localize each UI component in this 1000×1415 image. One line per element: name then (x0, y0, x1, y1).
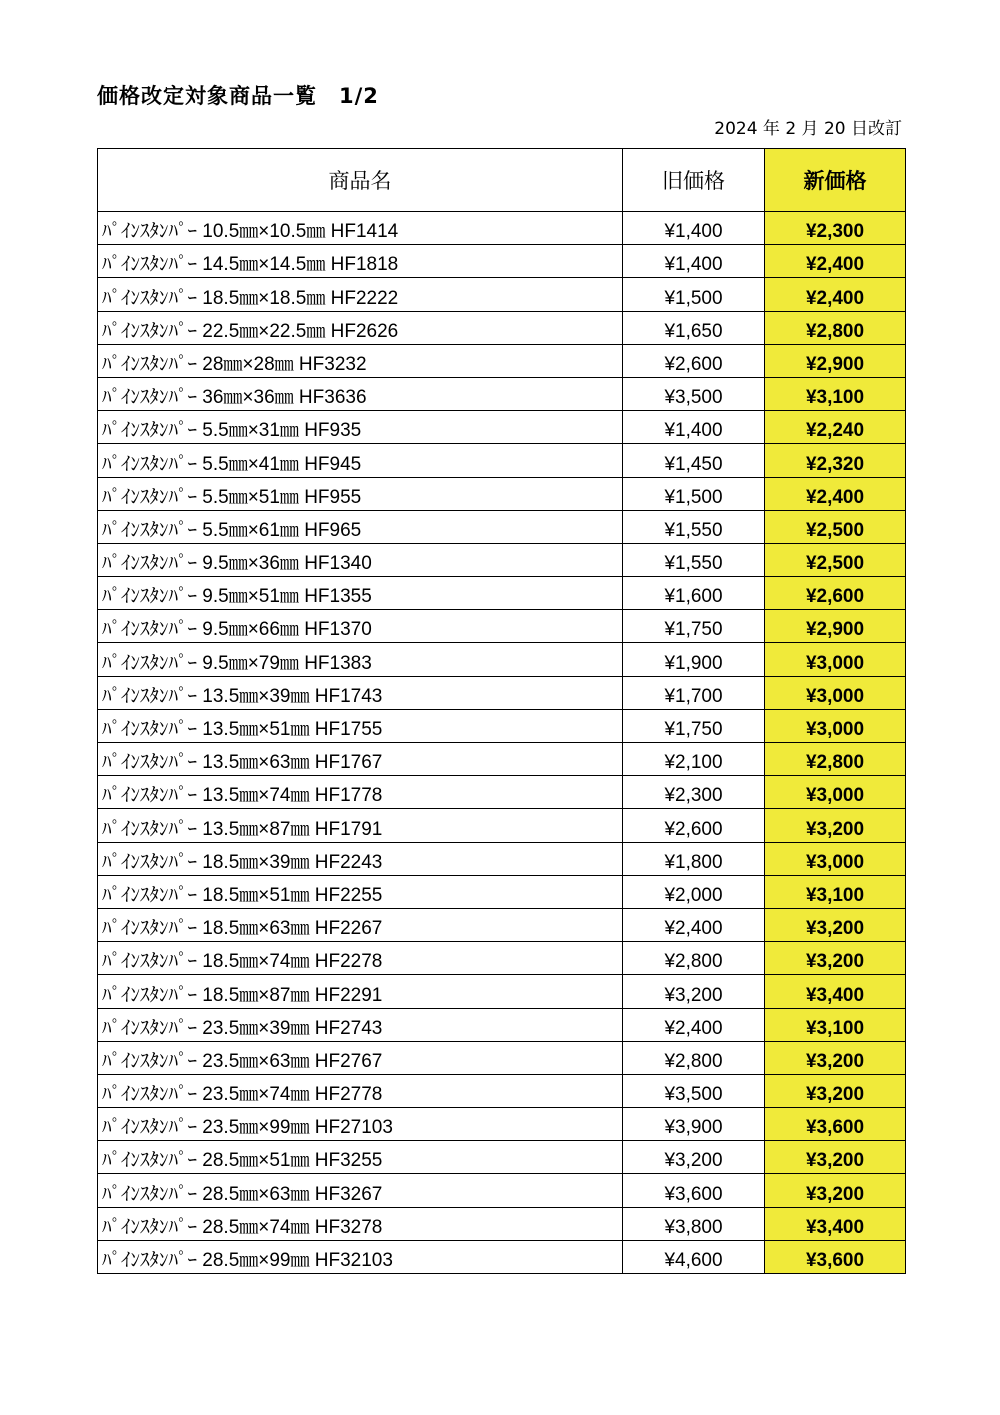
product-name-cell: ﾊﾟｲﾝｽﾀﾝﾊﾟｰ 28.5㎜×74㎜ HF3278 (98, 1207, 623, 1240)
table-row (98, 1141, 906, 1174)
table-row (98, 842, 906, 875)
product-name-cell: ﾊﾟｲﾝｽﾀﾝﾊﾟｰ 22.5㎜×22.5㎜ HF2626 (98, 311, 623, 344)
product-name-cell: ﾊﾟｲﾝｽﾀﾝﾊﾟｰ 13.5㎜×39㎜ HF1743 (98, 676, 623, 709)
old-price-cell: ¥1,400 (623, 245, 765, 278)
table-row (98, 377, 906, 410)
new-price-cell: ¥3,100 (765, 1008, 906, 1041)
product-name-cell: ﾊﾟｲﾝｽﾀﾝﾊﾟｰ 18.5㎜×51㎜ HF2255 (98, 875, 623, 908)
new-price-cell: ¥3,200 (765, 1141, 906, 1174)
product-name-cell: ﾊﾟｲﾝｽﾀﾝﾊﾟｰ 9.5㎜×66㎜ HF1370 (98, 610, 623, 643)
old-price-cell: ¥1,500 (623, 278, 765, 311)
table-row (98, 510, 906, 543)
old-price-cell: ¥4,600 (623, 1240, 765, 1273)
old-price-cell: ¥3,800 (623, 1207, 765, 1240)
old-price-cell: ¥1,400 (623, 212, 765, 245)
old-price-cell: ¥1,550 (623, 543, 765, 576)
product-name-cell: ﾊﾟｲﾝｽﾀﾝﾊﾟｰ 23.5㎜×99㎜ HF27103 (98, 1108, 623, 1141)
table-row (98, 477, 906, 510)
old-price-cell: ¥1,400 (623, 411, 765, 444)
old-price-cell: ¥2,100 (623, 743, 765, 776)
old-price-cell: ¥1,750 (623, 610, 765, 643)
old-price-cell: ¥1,800 (623, 842, 765, 875)
old-price-cell: ¥3,500 (623, 377, 765, 410)
old-price-cell: ¥3,200 (623, 1141, 765, 1174)
new-price-cell: ¥2,240 (765, 411, 906, 444)
table-row (98, 1207, 906, 1240)
table-row (98, 577, 906, 610)
table-row (98, 311, 906, 344)
product-name-cell: ﾊﾟｲﾝｽﾀﾝﾊﾟｰ 9.5㎜×36㎜ HF1340 (98, 543, 623, 576)
new-price-cell: ¥3,400 (765, 975, 906, 1008)
table-row (98, 1074, 906, 1107)
product-name-cell: ﾊﾟｲﾝｽﾀﾝﾊﾟｰ 18.5㎜×39㎜ HF2243 (98, 842, 623, 875)
new-price-cell: ¥3,600 (765, 1240, 906, 1273)
revision-date: 2024 年 2 月 20 日改訂 (714, 119, 902, 139)
new-price-cell: ¥3,200 (765, 1074, 906, 1107)
table-row (98, 245, 906, 278)
new-price-cell: ¥3,100 (765, 377, 906, 410)
old-price-cell: ¥1,500 (623, 477, 765, 510)
product-name-cell: ﾊﾟｲﾝｽﾀﾝﾊﾟｰ 5.5㎜×51㎜ HF955 (98, 477, 623, 510)
product-name-cell: ﾊﾟｲﾝｽﾀﾝﾊﾟｰ 14.5㎜×14.5㎜ HF1818 (98, 245, 623, 278)
new-price-cell: ¥2,900 (765, 344, 906, 377)
table-row (98, 444, 906, 477)
new-price-cell: ¥3,200 (765, 942, 906, 975)
old-price-cell: ¥3,900 (623, 1108, 765, 1141)
old-price-cell: ¥1,900 (623, 643, 765, 676)
new-price-cell: ¥3,200 (765, 1174, 906, 1207)
new-price-cell: ¥3,000 (765, 709, 906, 742)
table-body (98, 212, 906, 1274)
header-product-name: 商品名 (98, 149, 623, 212)
old-price-cell: ¥1,550 (623, 510, 765, 543)
header-new-price: 新価格 (765, 149, 906, 212)
new-price-cell: ¥2,400 (765, 477, 906, 510)
table-row (98, 676, 906, 709)
new-price-cell: ¥3,200 (765, 1041, 906, 1074)
product-name-cell: ﾊﾟｲﾝｽﾀﾝﾊﾟｰ 23.5㎜×74㎜ HF2778 (98, 1074, 623, 1107)
product-name-cell: ﾊﾟｲﾝｽﾀﾝﾊﾟｰ 23.5㎜×39㎜ HF2743 (98, 1008, 623, 1041)
product-name-cell: ﾊﾟｲﾝｽﾀﾝﾊﾟｰ 9.5㎜×51㎜ HF1355 (98, 577, 623, 610)
product-name-cell: ﾊﾟｲﾝｽﾀﾝﾊﾟｰ 10.5㎜×10.5㎜ HF1414 (98, 212, 623, 245)
table-row (98, 942, 906, 975)
product-name-cell: ﾊﾟｲﾝｽﾀﾝﾊﾟｰ 13.5㎜×51㎜ HF1755 (98, 709, 623, 742)
product-name-cell: ﾊﾟｲﾝｽﾀﾝﾊﾟｰ 5.5㎜×41㎜ HF945 (98, 444, 623, 477)
old-price-cell: ¥1,650 (623, 311, 765, 344)
header-old-price: 旧価格 (623, 149, 765, 212)
new-price-cell: ¥3,200 (765, 908, 906, 941)
old-price-cell: ¥2,000 (623, 875, 765, 908)
product-name-cell: ﾊﾟｲﾝｽﾀﾝﾊﾟｰ 9.5㎜×79㎜ HF1383 (98, 643, 623, 676)
product-name-cell: ﾊﾟｲﾝｽﾀﾝﾊﾟｰ 5.5㎜×31㎜ HF935 (98, 411, 623, 444)
new-price-cell: ¥2,400 (765, 245, 906, 278)
new-price-cell: ¥2,400 (765, 278, 906, 311)
table-row (98, 278, 906, 311)
table-row (98, 776, 906, 809)
table-row (98, 908, 906, 941)
product-name-cell: ﾊﾟｲﾝｽﾀﾝﾊﾟｰ 13.5㎜×87㎜ HF1791 (98, 809, 623, 842)
table-header-row (98, 149, 906, 212)
old-price-cell: ¥3,500 (623, 1074, 765, 1107)
new-price-cell: ¥2,320 (765, 444, 906, 477)
new-price-cell: ¥2,500 (765, 510, 906, 543)
old-price-cell: ¥1,450 (623, 444, 765, 477)
old-price-cell: ¥2,400 (623, 908, 765, 941)
product-name-cell: ﾊﾟｲﾝｽﾀﾝﾊﾟｰ 28.5㎜×99㎜ HF32103 (98, 1240, 623, 1273)
product-name-cell: ﾊﾟｲﾝｽﾀﾝﾊﾟｰ 13.5㎜×63㎜ HF1767 (98, 743, 623, 776)
price-revision-table (97, 148, 906, 1274)
table-row (98, 411, 906, 444)
product-name-cell: ﾊﾟｲﾝｽﾀﾝﾊﾟｰ 18.5㎜×63㎜ HF2267 (98, 908, 623, 941)
new-price-cell: ¥2,600 (765, 577, 906, 610)
table-row (98, 1041, 906, 1074)
table-row (98, 212, 906, 245)
new-price-cell: ¥2,800 (765, 743, 906, 776)
table-row (98, 809, 906, 842)
new-price-cell: ¥3,200 (765, 809, 906, 842)
product-name-cell: ﾊﾟｲﾝｽﾀﾝﾊﾟｰ 13.5㎜×74㎜ HF1778 (98, 776, 623, 809)
product-name-cell: ﾊﾟｲﾝｽﾀﾝﾊﾟｰ 36㎜×36㎜ HF3636 (98, 377, 623, 410)
product-name-cell: ﾊﾟｲﾝｽﾀﾝﾊﾟｰ 28.5㎜×63㎜ HF3267 (98, 1174, 623, 1207)
product-name-cell: ﾊﾟｲﾝｽﾀﾝﾊﾟｰ 18.5㎜×74㎜ HF2278 (98, 942, 623, 975)
new-price-cell: ¥3,400 (765, 1207, 906, 1240)
table-row (98, 875, 906, 908)
old-price-cell: ¥2,300 (623, 776, 765, 809)
old-price-cell: ¥2,800 (623, 1041, 765, 1074)
new-price-cell: ¥2,800 (765, 311, 906, 344)
table-row (98, 1240, 906, 1273)
table-row (98, 543, 906, 576)
table-row (98, 344, 906, 377)
old-price-cell: ¥1,600 (623, 577, 765, 610)
table-row (98, 975, 906, 1008)
old-price-cell: ¥2,600 (623, 344, 765, 377)
new-price-cell: ¥2,900 (765, 610, 906, 643)
product-name-cell: ﾊﾟｲﾝｽﾀﾝﾊﾟｰ 28.5㎜×51㎜ HF3255 (98, 1141, 623, 1174)
new-price-cell: ¥3,000 (765, 643, 906, 676)
new-price-cell: ¥3,100 (765, 875, 906, 908)
old-price-cell: ¥1,750 (623, 709, 765, 742)
table-row (98, 1108, 906, 1141)
new-price-cell: ¥2,500 (765, 543, 906, 576)
product-name-cell: ﾊﾟｲﾝｽﾀﾝﾊﾟｰ 28㎜×28㎜ HF3232 (98, 344, 623, 377)
page-title: 価格改定対象商品一覧 1/2 (97, 84, 379, 108)
new-price-cell: ¥3,000 (765, 776, 906, 809)
product-name-cell: ﾊﾟｲﾝｽﾀﾝﾊﾟｰ 18.5㎜×87㎜ HF2291 (98, 975, 623, 1008)
product-name-cell: ﾊﾟｲﾝｽﾀﾝﾊﾟｰ 23.5㎜×63㎜ HF2767 (98, 1041, 623, 1074)
table-row (98, 610, 906, 643)
new-price-cell: ¥3,600 (765, 1108, 906, 1141)
old-price-cell: ¥1,700 (623, 676, 765, 709)
old-price-cell: ¥2,400 (623, 1008, 765, 1041)
old-price-cell: ¥2,600 (623, 809, 765, 842)
old-price-cell: ¥2,800 (623, 942, 765, 975)
new-price-cell: ¥3,000 (765, 676, 906, 709)
new-price-cell: ¥3,000 (765, 842, 906, 875)
old-price-cell: ¥3,600 (623, 1174, 765, 1207)
table-row (98, 1008, 906, 1041)
table-row (98, 709, 906, 742)
old-price-cell: ¥3,200 (623, 975, 765, 1008)
table-row (98, 643, 906, 676)
product-name-cell: ﾊﾟｲﾝｽﾀﾝﾊﾟｰ 18.5㎜×18.5㎜ HF2222 (98, 278, 623, 311)
table-row (98, 743, 906, 776)
new-price-cell: ¥2,300 (765, 212, 906, 245)
table-row (98, 1174, 906, 1207)
product-name-cell: ﾊﾟｲﾝｽﾀﾝﾊﾟｰ 5.5㎜×61㎜ HF965 (98, 510, 623, 543)
